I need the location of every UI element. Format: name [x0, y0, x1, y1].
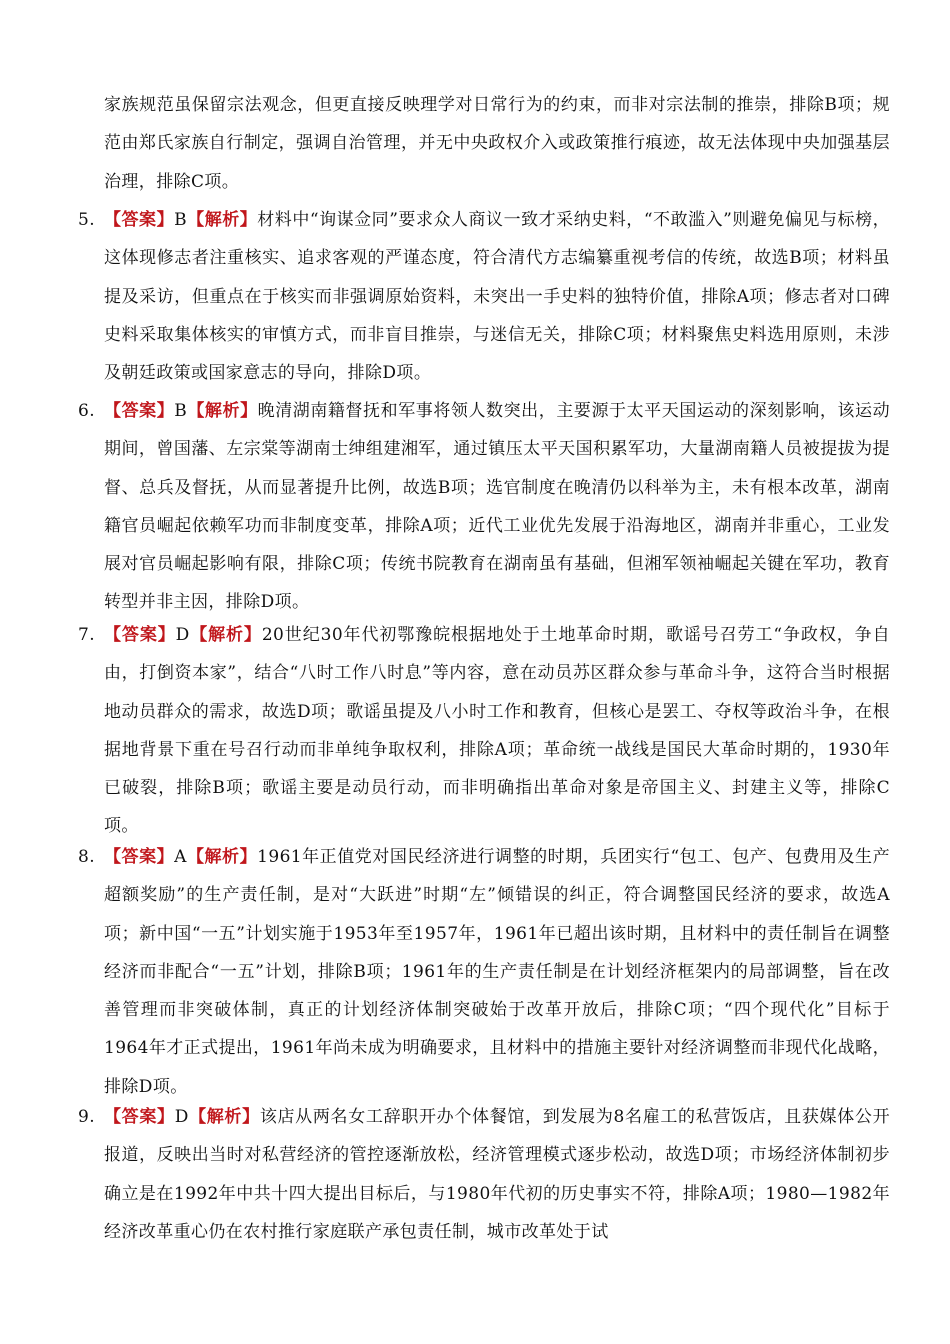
analysis-tag: 【解析】	[188, 1107, 260, 1127]
question-number: 7.	[78, 625, 96, 645]
question-number: 6.	[78, 401, 96, 421]
answer-item-7	[78, 616, 890, 846]
continuation-text: 家族规范虽保留宗法观念，但更直接反映理学对日常行为的约束，而非对宗法制的推崇，排除B项；规范由郑氏家族自行制定，强调自治管理，并无中央政权介入或政策推行痕迹，故无法体现中央加强基层治理，排除C项。	[104, 95, 890, 192]
answer-item-8	[78, 838, 890, 1106]
answer-item-5	[78, 201, 890, 392]
answer-tag: 【答案】	[104, 847, 175, 867]
analysis-tag: 【解析】	[187, 401, 258, 421]
answer-tag: 【答案】	[104, 625, 176, 645]
question-number: 8.	[78, 847, 96, 867]
analysis-tag: 【解析】	[186, 847, 258, 867]
analysis-text: 20世纪30年代初鄂豫皖根据地处于土地革命时期，歌谣号召劳工“争政权，争自由，打倒资本家”，结合“八时工作八时息”等内容，意在动员苏区群众参与革命斗争，这符合当时根据地动员群众的需求，故选D项；歌谣虽提及八小时工作和教育，但核心是罢工、夺权等政治斗争，在根据地背景下重在号召行动而非单纯争取权利，排除A项；革命统一战线是国民大革命时期的，1930年已破裂，排除B项；歌谣主要是动员行动，而非明确指出革命对象是帝国主义、封建主义等，排除C项。	[104, 625, 890, 837]
question-number: 5.	[78, 210, 96, 230]
answer-item-9	[78, 1098, 890, 1251]
analysis-text: 该店从两名女工辞职开办个体餐馆，到发展为8名雇工的私营饭店，且获媒体公开报道，反映出当时对私营经济的管控逐渐放松，经济管理模式逐步松动，故选D项；市场经济体制初步确立是在1992年中共十四大提出目标后，与1980年代初的历史事实不符，排除A项；1980—1982年经济改革重心仍在农村推行家庭联产承包责任制，城市改革处于试	[104, 1107, 890, 1242]
answer-tag: 【答案】	[104, 1107, 175, 1127]
answer-tag: 【答案】	[104, 401, 175, 421]
answer-choice: A	[174, 847, 187, 867]
analysis-text: 晚清湖南籍督抚和军事将领人数突出，主要源于太平天国运动的深刻影响，该运动期间，曾国藩、左宗棠等湖南士绅组建湘军，通过镇压太平天国积累军功，大量湖南籍人员被提拔为提督、总兵及督抚，从而显著提升比例，故选B项；选官制度在晚清仍以科举为主，未有根本改革，湖南籍官员崛起依赖军功而非制度变革，排除A项；近代工业优先发展于沿海地区，湖南并非重心，工业发展对官员崛起影响有限，排除C项；传统书院教育在湖南虽有基础，但湘军领袖崛起关键在军功，教育转型并非主因，排除D项。	[104, 401, 890, 613]
answer-choice: B	[174, 210, 188, 230]
continuation-paragraph	[104, 86, 890, 201]
answer-choice: B	[174, 401, 188, 421]
analysis-text: 材料中“询谋佥同”要求众人商议一致才采纳史料，“不敢滥入”则避免偏见与标榜，这体现修志者注重核实、追求客观的严谨态度，符合清代方志编纂重视考信的传统，故选B项；材料虽提及采访，但重点在于核实而非强调原始资料，未突出一手史料的独特价值，排除A项；修志者对口碑史料采取集体核实的审慎方式，而非盲目推崇，与迷信无关，排除C项；材料聚焦史料选用原则，未涉及朝廷政策或国家意志的导向，排除D项。	[104, 210, 890, 384]
answer-item-6	[78, 392, 890, 622]
answer-choice: D	[175, 625, 190, 645]
analysis-tag: 【解析】	[189, 625, 262, 645]
analysis-tag: 【解析】	[187, 210, 258, 230]
question-number: 9.	[78, 1107, 96, 1127]
answer-tag: 【答案】	[104, 210, 175, 230]
analysis-text: 1961年正值党对国民经济进行调整的时期，兵团实行“包工、包产、包费用及生产超额奖励”的生产责任制，是对“大跃进”时期“左”倾错误的纠正，符合调整国民经济的要求，故选A项；新中国“一五”计划实施于1953年至1957年，1961年已超出该时期，且材料中的责任制旨在调整经济而非配合“一五”计划，排除B项；1961年的生产责任制是在计划经济框架内的局部调整，旨在改善管理而非突破体制，真正的计划经济体制突破始于改革开放后，排除C项；“四个现代化”目标于1964年才正式提出，1961年尚未成为明确要求，且材料中的措施主要针对经济调整而非现代化战略，排除D项。	[104, 847, 890, 1097]
answer-choice: D	[174, 1107, 189, 1127]
